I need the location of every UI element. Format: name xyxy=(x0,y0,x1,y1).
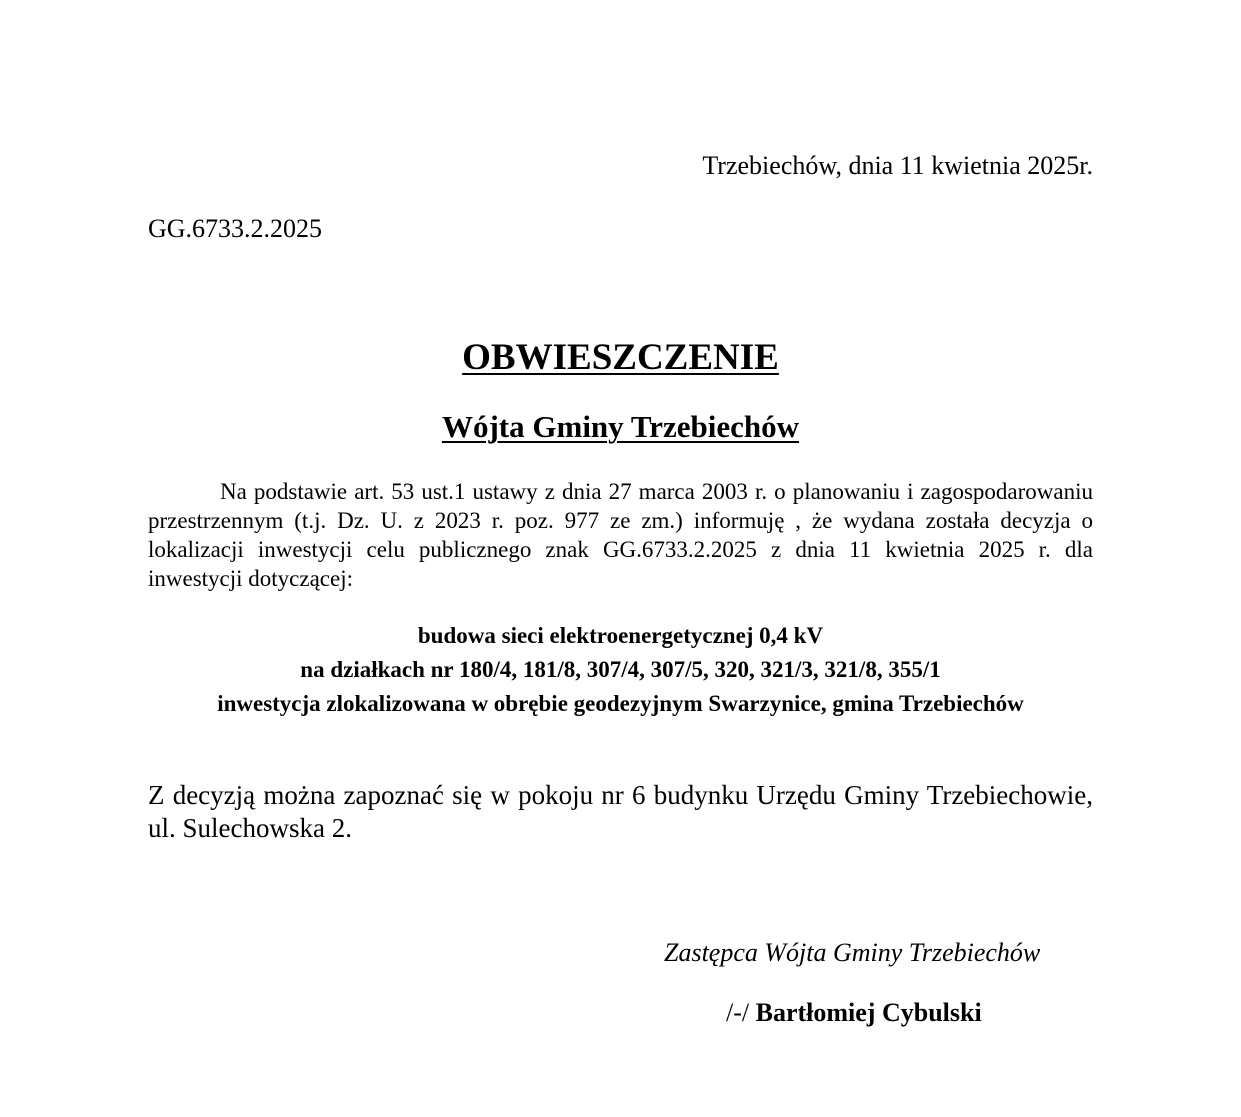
inspection-info-paragraph: Z decyzją można zapoznać się w pokoju nr 6 budynku Urzędu Gminy Trzebiechowie, ul. Sulechowska 2. xyxy=(148,780,1093,843)
investment-description xyxy=(0,619,1241,721)
document-title xyxy=(0,337,1241,379)
date-line: Trzebiechów, dnia 11 kwietnia 2025r. xyxy=(702,151,1093,180)
signature-name: Bartłomiej Cybulski xyxy=(755,998,982,1027)
investment-line-3: inwestycja zlokalizowana w obrębie geodezyjnym Swarzynice, gmina Trzebiechów xyxy=(217,691,1024,716)
signature-role: Zastępca Wójta Gminy Trzebiechów xyxy=(664,938,1041,967)
signature-prefix: /-/ xyxy=(726,998,750,1027)
signature-block xyxy=(726,996,982,1030)
document-subtitle xyxy=(0,408,1241,446)
investment-line-1: budowa sieci elektroenergetycznej 0,4 kV xyxy=(417,623,824,648)
document-subtitle-text: Wójta Gminy Trzebiechów xyxy=(441,409,800,444)
document-title-text: OBWIESZCZENIE xyxy=(462,337,779,378)
legal-basis-paragraph: Na podstawie art. 53 ust.1 ustawy z dnia 27 marca 2003 r. o planowaniu i zagospodarowaniu przestrzennym (t.j. Dz. U. z 2023 r. poz. 977 ze zm.) informuję , że wydana została decyzja o lokalizacji inwestycji celu publicznego znak GG.6733.2.2025 z dnia 11 kwietnia 2025 r. dla inwestycji dotyczącej: xyxy=(148,479,1093,591)
reference-number: GG.6733.2.2025 xyxy=(148,214,323,243)
investment-line-2: na działkach nr 180/4, 181/8, 307/4, 307/5, 320, 321/3, 321/8, 355/1 xyxy=(300,657,941,682)
